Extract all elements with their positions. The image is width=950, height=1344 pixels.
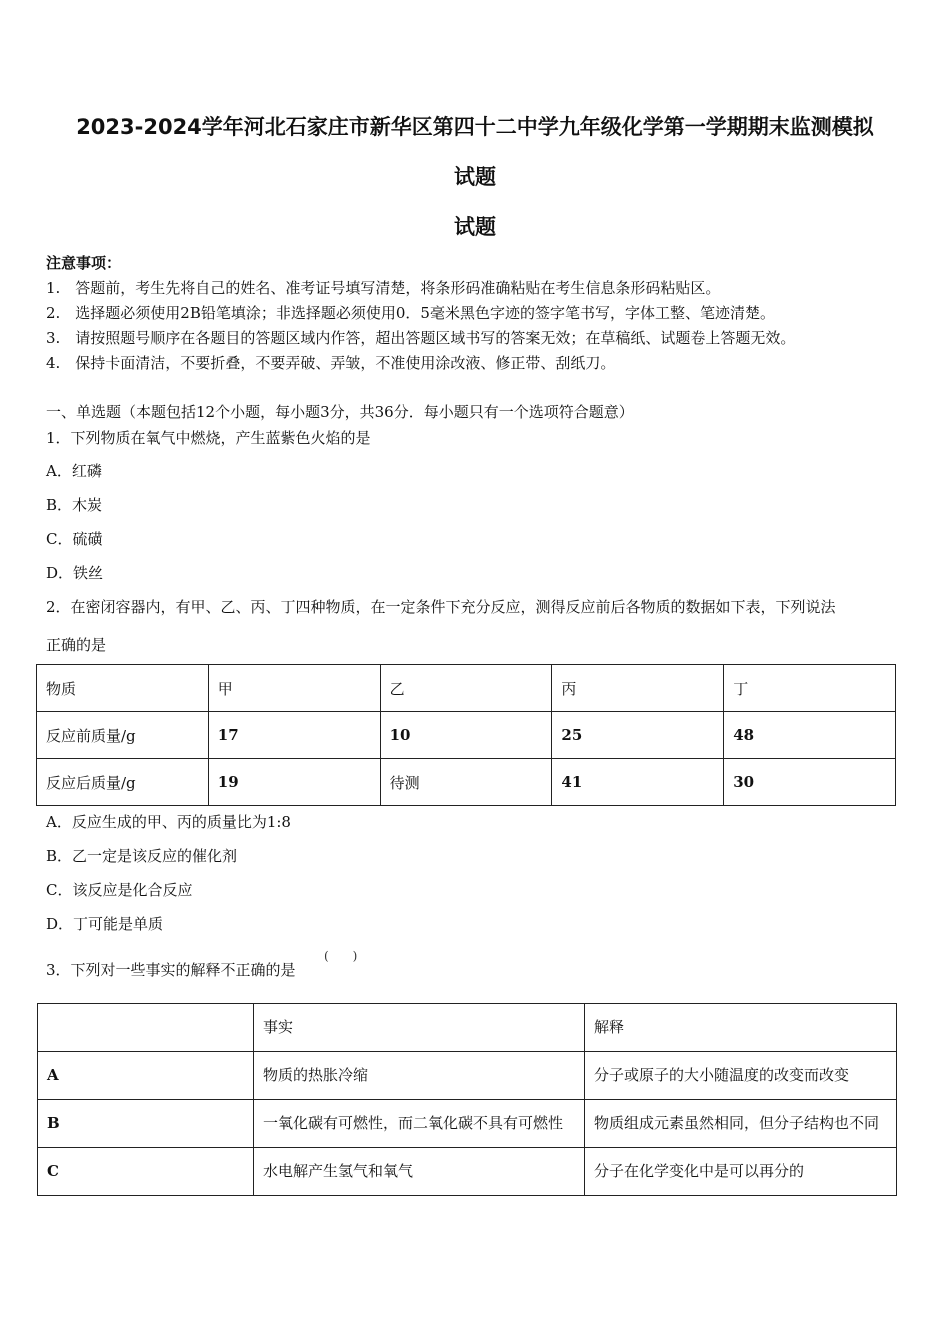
table-cell: A: [38, 1052, 254, 1100]
table-cell: 物质组成元素虽然相同，但分子结构也不同: [585, 1100, 897, 1148]
table-cell: 丙: [552, 665, 724, 712]
table-cell: 分子在化学变化中是可以再分的: [585, 1148, 897, 1196]
option-d: D．丁可能是单质: [46, 915, 164, 933]
table-cell: 48: [724, 712, 896, 759]
option-a: A．红磷: [46, 462, 102, 480]
option-c: C．硫磺: [46, 530, 103, 548]
option-c: C．该反应是化合反应: [46, 881, 193, 899]
note-item: 3. 请按照题号顺序在各题目的答题区域内作答，超出答题区域书写的答案无效；在草稿纸、试题卷上答题无效。: [46, 329, 796, 347]
table-row: [38, 1100, 897, 1148]
table-row: [37, 712, 896, 759]
document-subtitle-2: 试题: [454, 215, 496, 239]
table-cell: 41: [552, 759, 724, 806]
mass-table: [36, 664, 896, 806]
question-stem: 2．在密闭容器内，有甲、乙、丙、丁四种物质，在一定条件下充分反应，测得反应前后各物质的数据如下表，下列说法: [46, 598, 836, 616]
option-d: D．铁丝: [46, 564, 104, 582]
section-heading: 一、单选题（本题包括12个小题，每小题3分，共36分．每小题只有一个选项符合题意）: [46, 403, 634, 421]
table-cell: 事实: [254, 1004, 585, 1052]
facts-table: [37, 1003, 897, 1196]
table-row: [38, 1148, 897, 1196]
note-item: 2. 选择题必须使用2B铅笔填涂；非选择题必须使用0．5毫米黑色字迹的签字笔书写，字体工整、笔迹清楚。: [46, 304, 775, 322]
table-row: [37, 665, 896, 712]
table-cell: 物质: [37, 665, 209, 712]
option-b: B．乙一定是该反应的催化剂: [46, 847, 238, 865]
notes-heading: 注意事项：: [46, 254, 122, 272]
table-cell: B: [38, 1100, 254, 1148]
table-cell: 物质的热胀冷缩: [254, 1052, 585, 1100]
table-cell: 10: [380, 712, 552, 759]
table-cell: 解释: [585, 1004, 897, 1052]
note-item: 4. 保持卡面清洁，不要折叠，不要弄破、弄皱，不准使用涂改液、修正带、刮纸刀。: [46, 354, 616, 372]
table-cell: 19: [208, 759, 380, 806]
table-cell: 丁: [724, 665, 896, 712]
table-cell: 一氧化碳有可燃性，而二氧化碳不具有可燃性: [254, 1100, 585, 1148]
table-row: [38, 1004, 897, 1052]
table-cell: 25: [552, 712, 724, 759]
document-title: 2023-2024学年河北石家庄市新华区第四十二中学九年级化学第一学期期末监测模拟: [76, 115, 874, 139]
option-a: A．反应生成的甲、丙的质量比为1:8: [46, 813, 291, 831]
table-cell: 分子或原子的大小随温度的改变而改变: [585, 1052, 897, 1100]
table-cell: 乙: [380, 665, 552, 712]
table-cell: [38, 1004, 254, 1052]
question-stem-cont: 正确的是: [46, 636, 107, 654]
table-cell: 待测: [380, 759, 552, 806]
table-cell: 水电解产生氢气和氧气: [254, 1148, 585, 1196]
option-b: B．木炭: [46, 496, 103, 514]
note-item: 1. 答题前，考生先将自己的姓名、准考证号填写清楚，将条形码准确粘贴在考生信息条形码粘贴区。: [46, 279, 721, 297]
document-subtitle: 试题: [454, 165, 496, 189]
table-cell: 甲: [208, 665, 380, 712]
table-row: [38, 1052, 897, 1100]
table-row: [37, 759, 896, 806]
question-stem: 3．下列对一些事实的解释不正确的是: [46, 961, 296, 979]
answer-parentheses: ( ): [324, 949, 358, 963]
table-cell: 30: [724, 759, 896, 806]
table-cell: 反应后质量/g: [37, 759, 209, 806]
table-cell: C: [38, 1148, 254, 1196]
table-cell: 反应前质量/g: [37, 712, 209, 759]
question-stem: 1．下列物质在氧气中燃烧，产生蓝紫色火焰的是: [46, 429, 371, 447]
table-cell: 17: [208, 712, 380, 759]
